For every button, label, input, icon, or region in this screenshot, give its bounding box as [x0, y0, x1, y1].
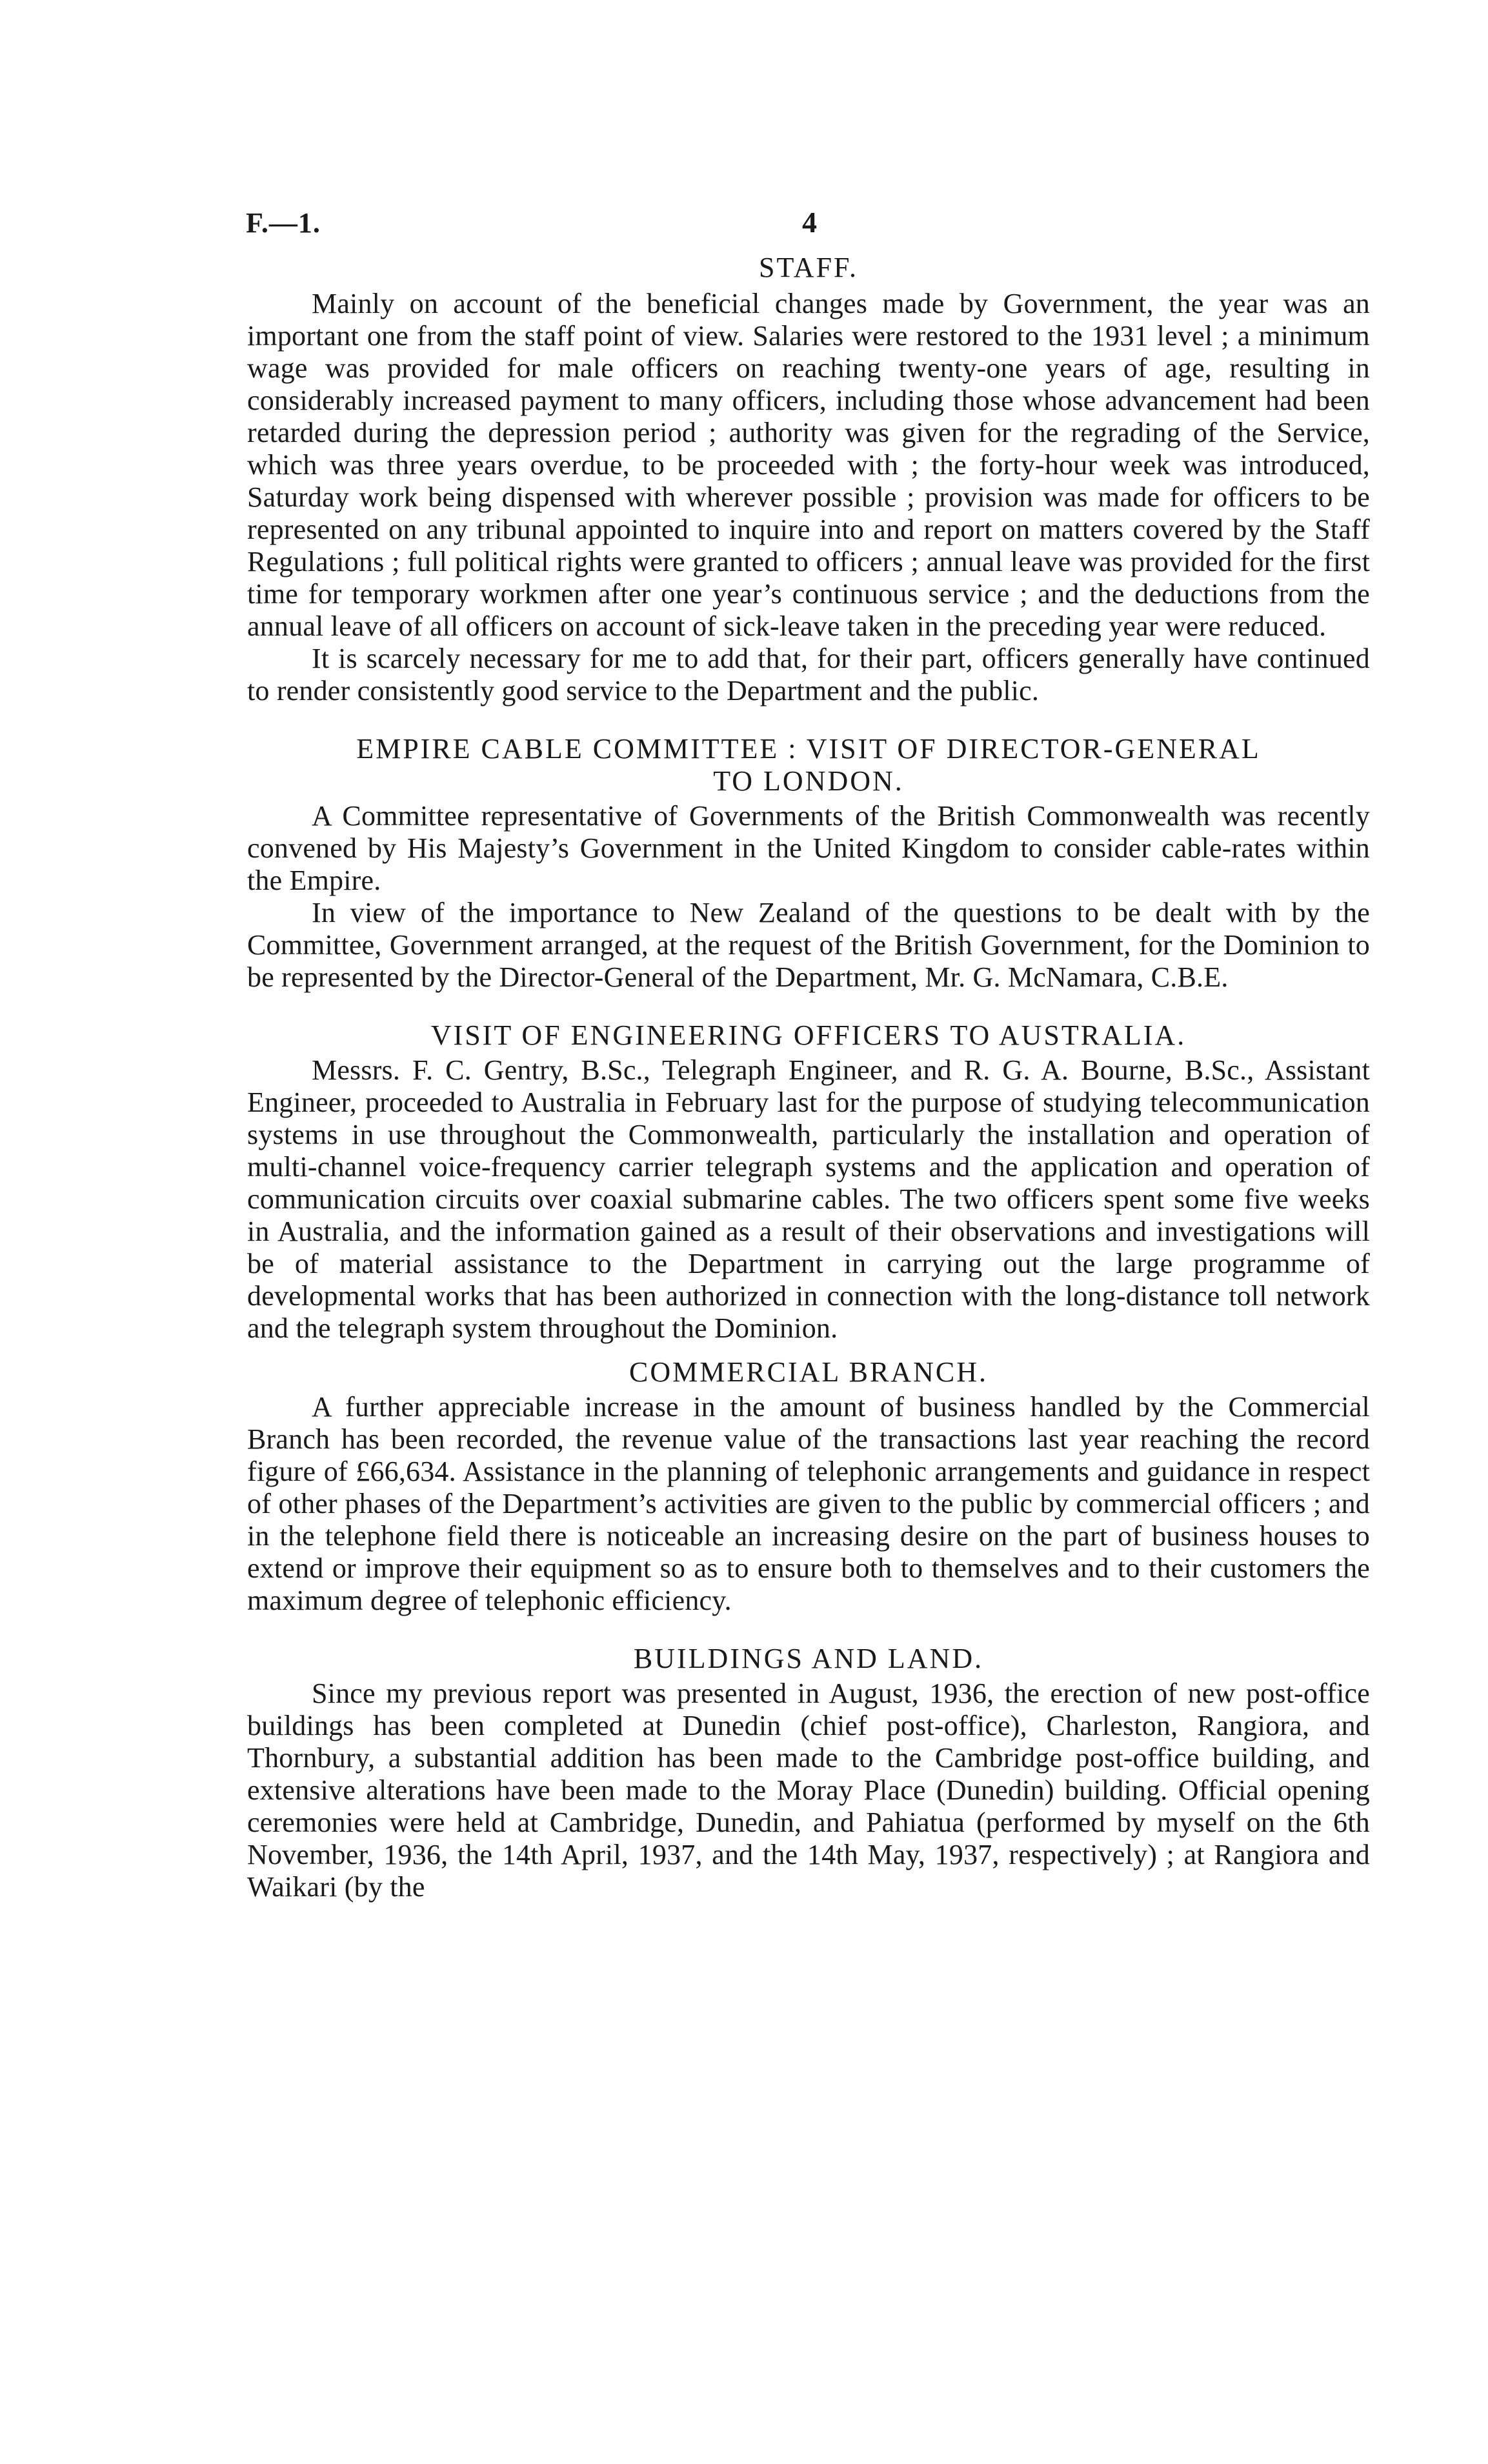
page-header	[247, 194, 1370, 245]
paragraph: Messrs. F. C. Gentry, B.Sc., Telegraph Engineer, and R. G. A. Bourne, B.Sc., Assistant Engineer, proceeded to Australia in February last for the purpose of studying telecommunication systems in use throughout the Commonwealth, particularly the installation and operation of multi-channel voice-frequency carrier telegraph systems and the application and operation of communication circuits over coaxial submarine cables. The two officers spent some five weeks in Australia, and the information gained as a result of their observations and investigations will be of material assistance to the Department in carrying out the large programme of developmental works that has been authorized in connection with the long-distance toll network and the telegraph system throughout the Dominion.	[247, 1054, 1370, 1344]
paragraph: Mainly on account of the beneficial changes made by Government, the year was an important one from the staff point of view. Salaries were restored to the 1931 level ; a minimum wage was provided for male officers on reaching twenty-one years of age, resulting in considerably increased payment to many officers, including those whose advancement had been retarded during the depression period ; authority was given for the regrading of the Service, which was three years overdue, to be proceeded with ; the forty-hour week was introduced, Saturday work being dispensed with wherever possible ; provision was made for officers to be represented on any tribunal appointed to inquire into and report on matters covered by the Staff Regulations ; full political rights were granted to officers ; annual leave was provided for the first time for temporary workmen after one year’s continuous service ; and the deductions from the annual leave of all officers on account of sick-leave taken in the preceding year were reduced.	[247, 288, 1370, 642]
document-page	[247, 194, 1370, 1903]
section-heading: STAFF.	[758, 252, 859, 283]
section-heading: EMPIRE CABLE COMMITTEE : VISIT OF DIRECTOR-GENERAL TO LONDON.	[356, 733, 1261, 797]
paragraph: In view of the importance to New Zealand of the questions to be dealt with by the Committee, Government arranged, at the request of the British Government, for the Dominion to be represented by the Director-General of the Department, Mr. G. McNamara, C.B.E.	[247, 897, 1370, 993]
page-number: 4	[802, 206, 817, 239]
section-heading: COMMERCIAL BRANCH.	[629, 1356, 988, 1388]
paragraph: Since my previous report was presented in August, 1936, the erection of new post-office buildings has been completed at Dunedin (chief post-office), Charleston, Rangiora, and Thornbury, a substantial addition has been made to the Cambridge post-office building, and extensive alterations have been made to the Moray Place (Dunedin) building. Official opening ceremonies were held at Cambridge, Dunedin, and Pahiatua (performed by myself on the 6th November, 1936, the 14th April, 1937, and the 14th May, 1937, respectively) ; at Rangiora and Waikari (by the	[247, 1678, 1370, 1903]
section-engineering-officers	[247, 1019, 1370, 1345]
paragraph: A further appreciable increase in the amount of business handled by the Commercial Branch has been recorded, the revenue value of the transactions last year reaching the record figure of £66,634. Assistance in the planning of telephonic arrangements and guidance in respect of other phases of the Department’s activities are given to the public by commercial officers ; and in the telephone field there is noticeable an increasing desire on the part of business houses to extend or improve their equipment so as to ensure both to themselves and to their customers the maximum degree of telephonic efficiency.	[247, 1391, 1370, 1616]
section-buildings-and-land	[247, 1643, 1370, 1903]
section-commercial-branch	[247, 1356, 1370, 1617]
paragraph: A Committee representative of Governments of the British Commonwealth was recently convened by His Majesty’s Government in the United Kingdom to consider cable-rates within the Empire.	[247, 800, 1370, 896]
section-heading: BUILDINGS AND LAND.	[633, 1643, 984, 1674]
section-staff	[247, 252, 1370, 707]
section-heading: VISIT OF ENGINEERING OFFICERS TO AUSTRALIA.	[430, 1019, 1187, 1051]
section-empire-cable-committee	[247, 733, 1370, 994]
document-reference: F.—1.	[246, 207, 321, 239]
paragraph: It is scarcely necessary for me to add that, for their part, officers generally have continued to render consistently good service to the Department and the public.	[247, 643, 1370, 706]
